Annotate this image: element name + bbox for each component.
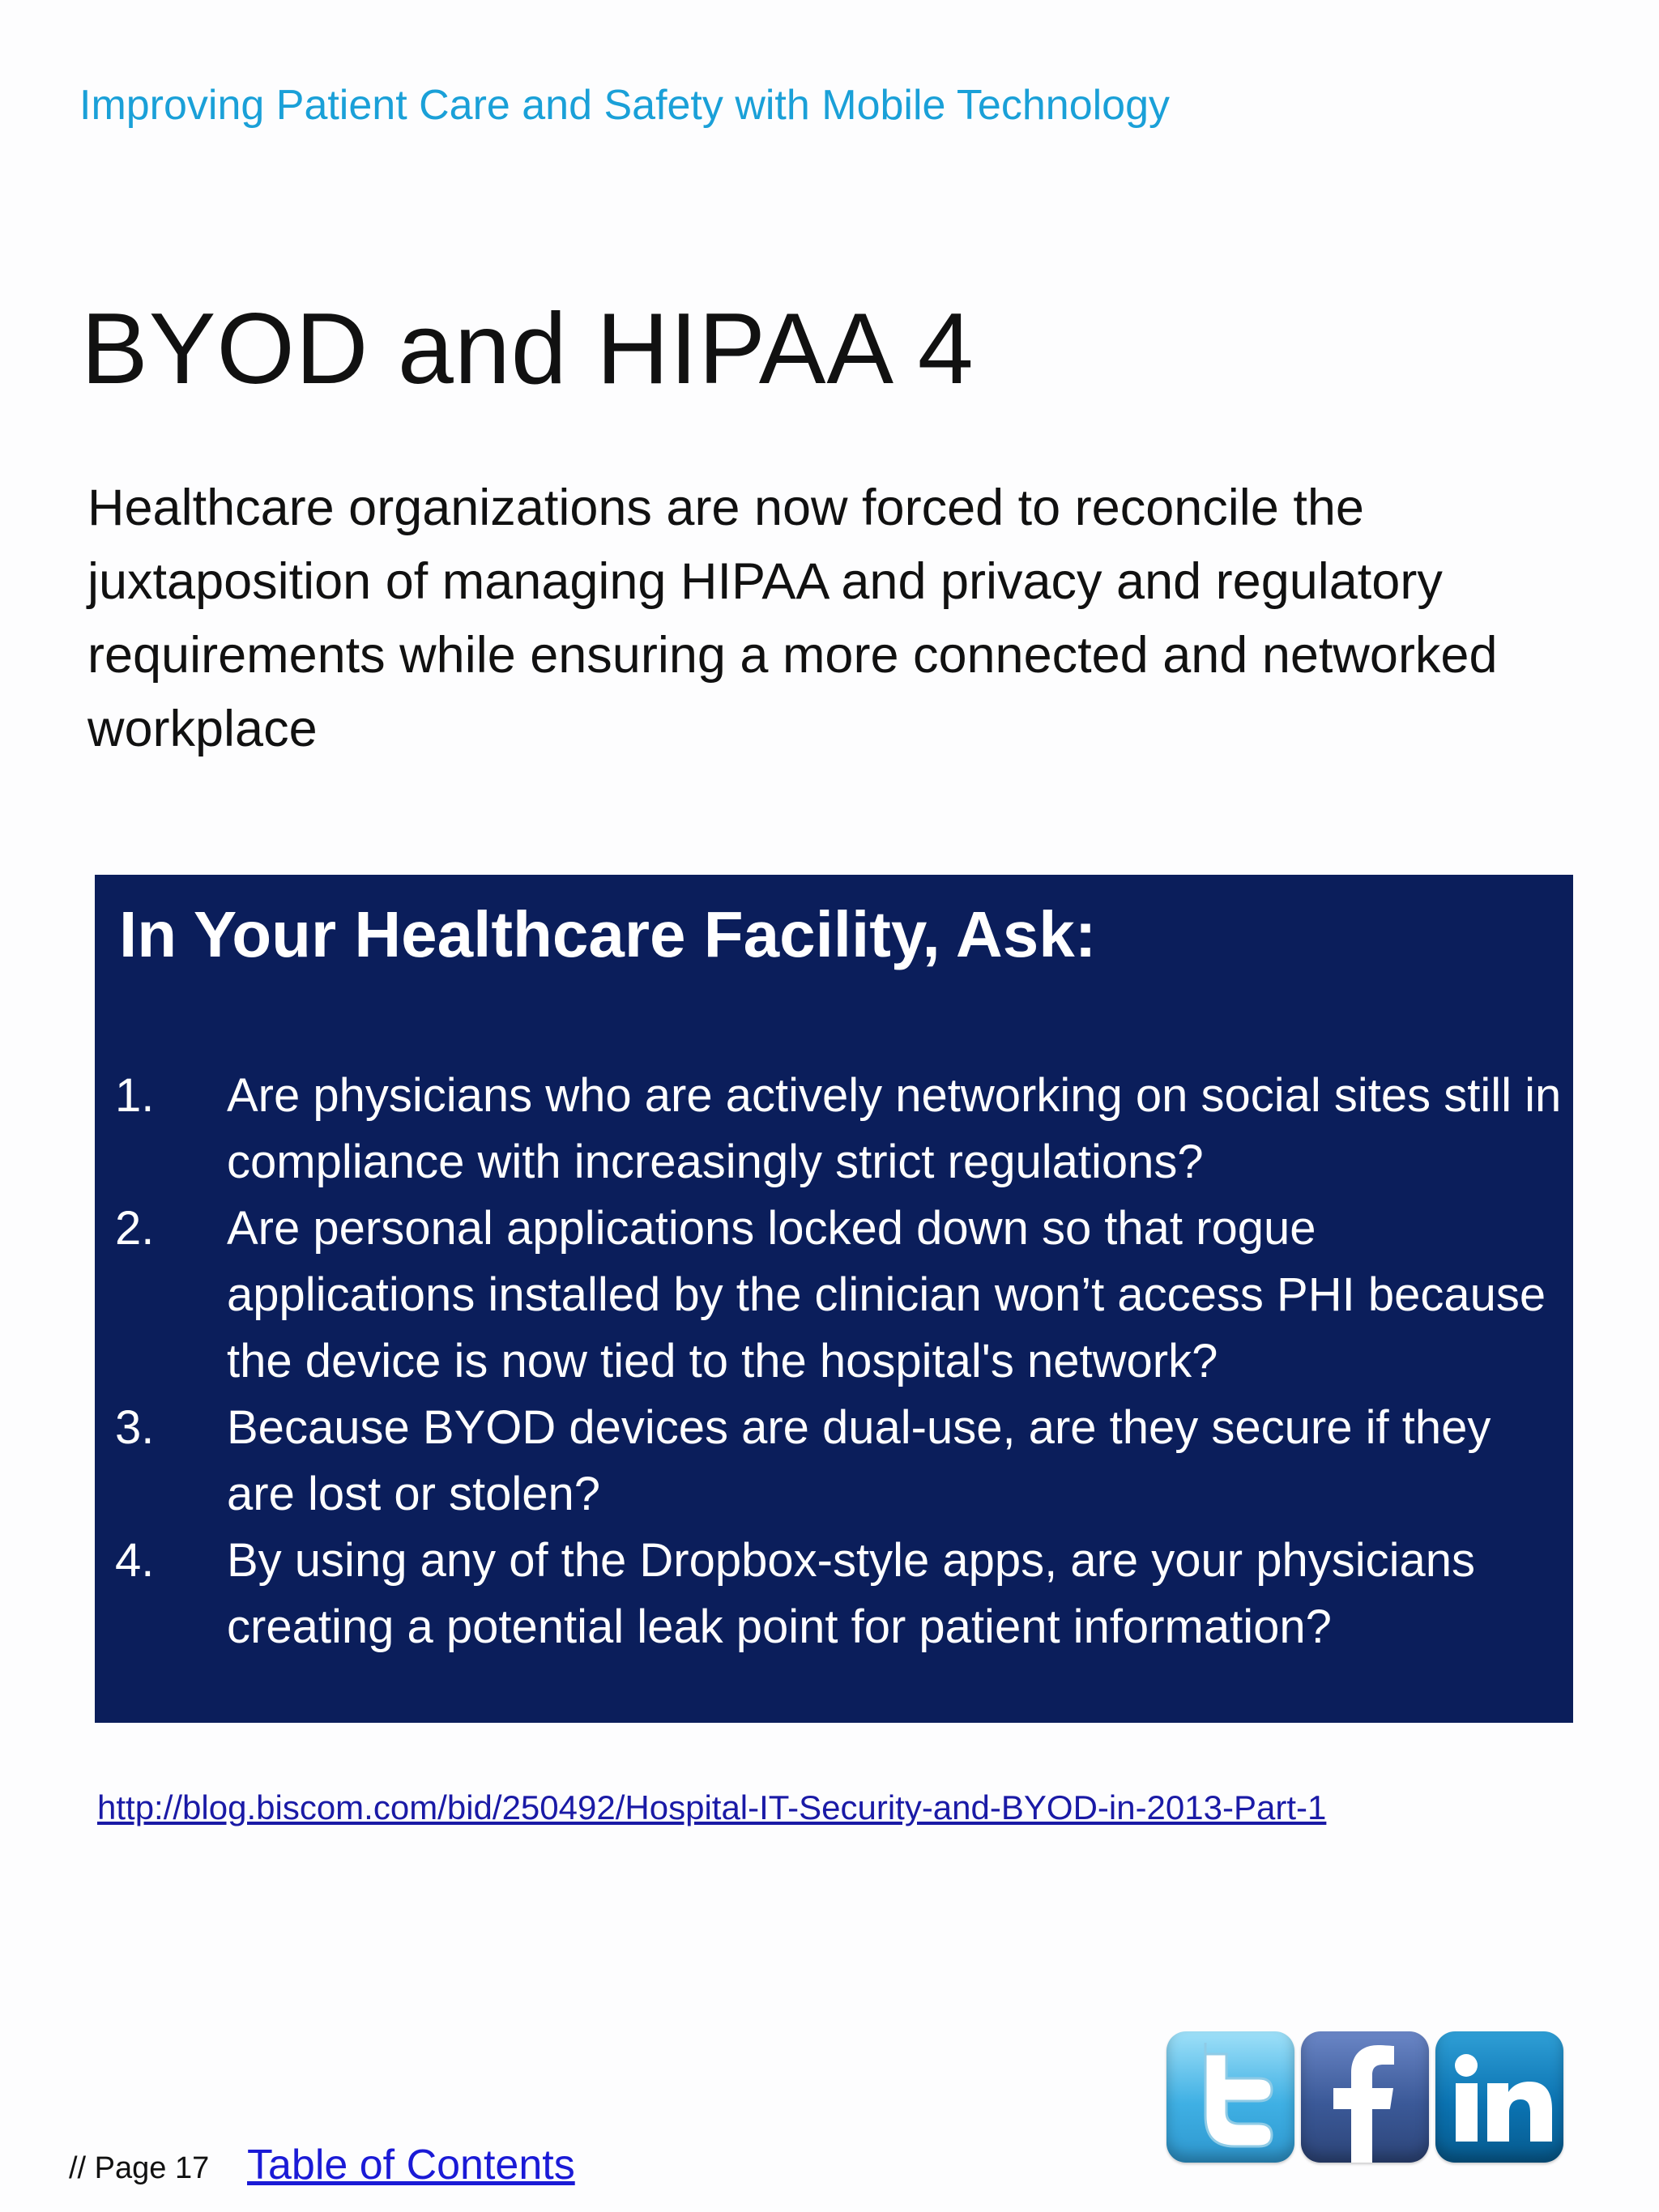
list-item-text: By using any of the Dropbox-style apps, are your physicians creating a potential leak point for patient information? (227, 1534, 1476, 1653)
source-link[interactable]: http://blog.biscom.com/bid/250492/Hospital-IT-Security-and-BYOD-in-2013-Part-1 (97, 1788, 1327, 1826)
list-item-text: Are personal applications locked down so that rogue applications installed by the clinician won’t access PHI because the device is now tied to the hospital's network? (227, 1202, 1546, 1387)
list-item (115, 1196, 1565, 1395)
list-item-text: Are physicians who are actively networking on social sites still in compliance with increasingly strict regulations? (227, 1069, 1562, 1188)
table-of-contents-link[interactable]: Table of Contents (247, 2142, 575, 2189)
page-title: BYOD and HIPAA 4 (81, 293, 975, 405)
ask-list (115, 1063, 1565, 1660)
list-item-number: 1. (115, 1069, 155, 1122)
list-item (115, 1395, 1565, 1528)
page-number: // Page 17 (69, 2151, 210, 2185)
facebook-icon[interactable] (1301, 2031, 1429, 2163)
list-item-number: 3. (115, 1401, 155, 1454)
header-title: Improving Patient Care and Safety with Mobile Technology (79, 82, 1171, 129)
list-item (115, 1528, 1565, 1660)
ask-panel (95, 875, 1573, 1723)
list-item-number: 2. (115, 1202, 155, 1255)
linkedin-icon[interactable] (1435, 2031, 1563, 2163)
list-item-text: Because BYOD devices are dual-use, are they secure if they are lost or stolen? (227, 1401, 1491, 1520)
list-item (115, 1063, 1565, 1196)
ask-panel-heading: In Your Healthcare Facility, Ask: (119, 898, 1097, 970)
list-item-number: 4. (115, 1534, 155, 1587)
social-links (1166, 2031, 1563, 2163)
intro-paragraph: Healthcare organizations are now forced to reconcile the juxtaposition of managing HIPAA and privacy and regulatory requirements while ensuring a more connected and networked workplace (87, 479, 1498, 757)
twitter-icon[interactable] (1166, 2031, 1294, 2163)
